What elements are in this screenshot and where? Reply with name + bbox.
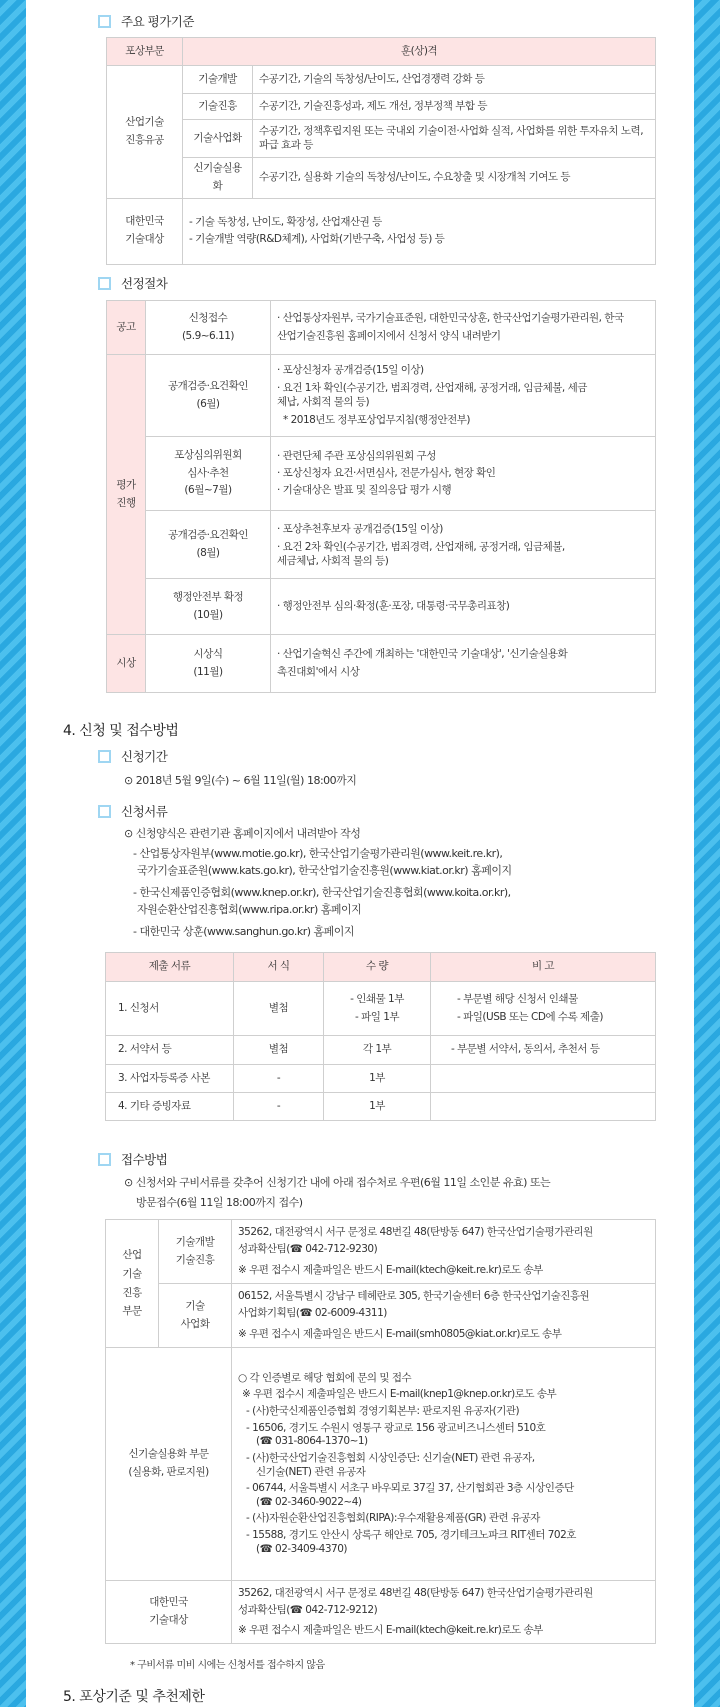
receipt-label: 대한민국 기술대상	[106, 1581, 232, 1644]
checkbox-square-icon	[98, 1153, 111, 1166]
docs-intro: ⊙ 신청양식은 관련기관 홈페이지에서 내려받아 작성	[124, 827, 361, 840]
checkbox-square-icon	[98, 277, 111, 290]
row-type: 기술개발	[183, 66, 253, 94]
doc-form: -	[234, 1093, 324, 1121]
step-label: 신청접수 (5.9~6.11)	[146, 301, 271, 355]
phase-eval: 평가 진행	[107, 355, 146, 635]
group-tech-award: 대한민국 기술대상	[107, 198, 183, 264]
receipt-address: 35262, 대전광역시 서구 문정로 48번길 48(탄방동 647) 한국산업기술평가관리원 성과확산팀(☎ 042-712-9212) ※ 우편 접수시 제출파일은 반드시 E-mail(ktech@keit.re.kr)로도 송부	[232, 1581, 656, 1644]
phase-award: 시상	[107, 635, 146, 693]
step-desc: · 포상신청자 공개검증(15일 이상) · 요건 1차 확인(수공기간, 범죄경력, 산업재해, 공정거래, 임금체불, 세금 체납, 사회적 물의 등) * 2018년도 정부포상업무지침(행정안전부)	[271, 355, 656, 437]
docs-table	[105, 952, 656, 1121]
docs-heading: 신청서류	[98, 802, 167, 820]
doc-qty: - 인쇄물 1부 - 파일 1부	[324, 982, 431, 1036]
step-desc: · 관련단체 주관 포상심의위원회 구성 · 포상신청자 요건·서면심사, 전문가심사, 현장 확인 · 기술대상은 발표 및 질의응답 평가 시행	[271, 437, 656, 511]
step-desc: · 행정안전부 심의·확정(훈·포장, 대통령·국무총리표창)	[271, 579, 656, 635]
doc-note	[431, 1065, 656, 1093]
step-desc: · 포상추천후보자 공개검증(15일 이상) · 요건 2차 확인(수공기간, 범죄경력, 산업재해, 공정거래, 임금체불, 세금체납, 사회적 물의 등)	[271, 511, 656, 579]
doc-qty: 1부	[324, 1093, 431, 1121]
selection-heading: 선정절차	[98, 274, 167, 292]
doc-name: 4. 기타 증빙자료	[106, 1093, 234, 1121]
step-label: 시상식 (11월)	[146, 635, 271, 693]
section4-title: 4. 신청 및 접수방법	[63, 723, 179, 739]
receipt-label: 기술 사업화	[159, 1284, 232, 1348]
receipt-table	[105, 1219, 656, 1644]
doc-form: -	[234, 1065, 324, 1093]
doc-name: 3. 사업자등록증 사본	[106, 1065, 234, 1093]
receipt-intro: ⊙ 신청서와 구비서류를 갖추어 신청기간 내에 아래 접수처로 우편(6월 11일 소인분 유효) 또는	[124, 1176, 551, 1189]
row-desc: 수공기간, 실용화 기술의 독창성/난이도, 수요창출 및 시장개척 기여도 등	[253, 158, 656, 199]
section5-title: 5. 포상기준 및 추천제한	[63, 1689, 205, 1705]
doc-name: 2. 서약서 등	[106, 1036, 234, 1065]
doc-note	[431, 1093, 656, 1121]
phase-announce: 공고	[107, 301, 146, 355]
receipt-heading: 접수방법	[98, 1150, 167, 1168]
doc-qty: 각 1부	[324, 1036, 431, 1065]
col-doc: 제출 서류	[106, 953, 234, 982]
col-form: 서 식	[234, 953, 324, 982]
row-desc: 수공기간, 기술진흥성과, 제도 개선, 정부정책 부합 등	[253, 94, 656, 120]
doc-note: - 부문별 서약서, 동의서, 추천서 등	[431, 1036, 656, 1065]
doc-note: - 부문별 해당 신청서 인쇄물 - 파일(USB 또는 CD에 수록 제출)	[431, 982, 656, 1036]
col-merit: 훈(상)격	[183, 38, 656, 66]
group-industry-tech: 산업기술 진흥유공	[107, 66, 183, 199]
col-note: 비 고	[431, 953, 656, 982]
selection-table	[106, 300, 656, 693]
checkbox-square-icon	[98, 15, 111, 28]
row-type: 신기술실용화	[183, 158, 253, 199]
docs-line: 국가기술표준원(www.kats.go.kr), 한국산업기술진흥원(www.kiat.or.kr) 홈페이지	[137, 864, 512, 877]
doc-name: 1. 신청서	[106, 982, 234, 1036]
receipt-address: ○ 각 인증별로 해당 협회에 문의 및 접수 ※ 우편 접수시 제출파일은 반드시 E-mail(knep1@knep.or.kr)로도 송부 - (사)한국신제품인증협회 경영기획본부: 판로지원 유공자(기관) - 16506, 경기도 수원시 영통구 광교로 156 광교비즈니스센터 510호 (☎ 031-8064-1370~1) - (사)한국산업기술진흥협회 시상인증단: 신기술(NET) 관련 유공자, 신기술(NET) 관련 유공자 - 06744, 서울특별시 서초구 바우뫼로 37길 37, 산기협회관 3층 시상인증단 (☎ 02-3460-9022~4) - (사)자원순환산업진흥협회(RIPA):우수재활용제품(GR) 관련 유공자 - 15588, 경기도 안산시 상록구 해안로 705, 경기테크노파크 RIT센터 702호 (☎ 02-3409-4370)	[232, 1348, 656, 1581]
step-label: 공개검증·요건확인 (8월)	[146, 511, 271, 579]
col-category: 포상부문	[107, 38, 183, 66]
docs-line: 자원순환산업진흥협회(www.ripa.or.kr) 홈페이지	[137, 903, 362, 916]
step-label: 행정안전부 확정 (10월)	[146, 579, 271, 635]
docs-line: - 대한민국 상훈(www.sanghun.go.kr) 홈페이지	[133, 925, 355, 938]
step-desc: · 산업통상자원부, 국가기술표준원, 대한민국상훈, 한국산업기술평가관리원, 한국 산업기술진흥원 홈페이지에서 신청서 양식 내려받기	[271, 301, 656, 355]
checkbox-square-icon	[98, 805, 111, 818]
receipt-address: 06152, 서울특별시 강남구 테헤란로 305, 한국기술센터 6층 한국산업기술진흥원 사업화기획팀(☎ 02-6009-4311) ※ 우편 접수시 제출파일은 반드시 E-mail(smh0805@kiat.or.kr)로도 송부	[232, 1284, 656, 1348]
doc-form: 별첨	[234, 982, 324, 1036]
doc-form: 별첨	[234, 1036, 324, 1065]
step-desc: · 산업기술혁신 주간에 개최하는 '대한민국 기술대상', '신기술실용화 촉진대회'에서 시상	[271, 635, 656, 693]
receipt-label: 기술개발 기술진흥	[159, 1220, 232, 1284]
row-type: 기술사업화	[183, 120, 253, 158]
row-desc: 수공기간, 기술의 독창성/난이도, 산업경쟁력 강화 등	[253, 66, 656, 94]
checkbox-square-icon	[98, 750, 111, 763]
left-decor-stripe	[0, 0, 26, 1707]
period-text: ⊙ 2018년 5월 9일(수) ~ 6월 11일(월) 18:00까지	[124, 774, 357, 787]
group-industry-promo: 산업 기술 진흥 부문	[106, 1220, 159, 1348]
criteria-heading: 주요 평가기준	[98, 12, 194, 30]
docs-line: - 한국신제품인증협회(www.knep.or.kr), 한국산업기술진흥협회(www.koita.or.kr),	[133, 886, 511, 899]
group-tech-award-desc: - 기술 독창성, 난이도, 확장성, 산업재산권 등 - 기술개발 역량(R&D체계), 사업화(기반구축, 사업성 등) 등	[183, 198, 656, 264]
col-qty: 수 량	[324, 953, 431, 982]
docs-line: - 산업통상자원부(www.motie.go.kr), 한국산업기술평가관리원(www.keit.re.kr),	[133, 847, 503, 860]
right-decor-stripe	[694, 0, 720, 1707]
receipt-intro: 방문접수(6월 11일 18:00까지 접수)	[136, 1196, 303, 1209]
receipt-footnote: * 구비서류 미비 시에는 신청서를 접수하지 않음	[130, 1660, 325, 1671]
row-type: 기술진흥	[183, 94, 253, 120]
row-desc: 수공기간, 정책후립지원 또는 국내외 기술이전·사업화 실적, 사업화를 위한 투자유치 노력, 파급 효과 등	[253, 120, 656, 158]
step-label: 공개검증·요건확인 (6월)	[146, 355, 271, 437]
criteria-table	[106, 37, 656, 265]
receipt-label: 신기술실용화 부문 (실용화, 판로지원)	[106, 1348, 232, 1581]
step-label: 포상심의위원회 심사·추천 (6월~7월)	[146, 437, 271, 511]
receipt-address: 35262, 대전광역시 서구 문정로 48번길 48(탄방동 647) 한국산업기술평가관리원 성과확산팀(☎ 042-712-9230) ※ 우편 접수시 제출파일은 반드시 E-mail(ktech@keit.re.kr)로도 송부	[232, 1220, 656, 1284]
period-heading: 신청기간	[98, 747, 167, 765]
doc-qty: 1부	[324, 1065, 431, 1093]
